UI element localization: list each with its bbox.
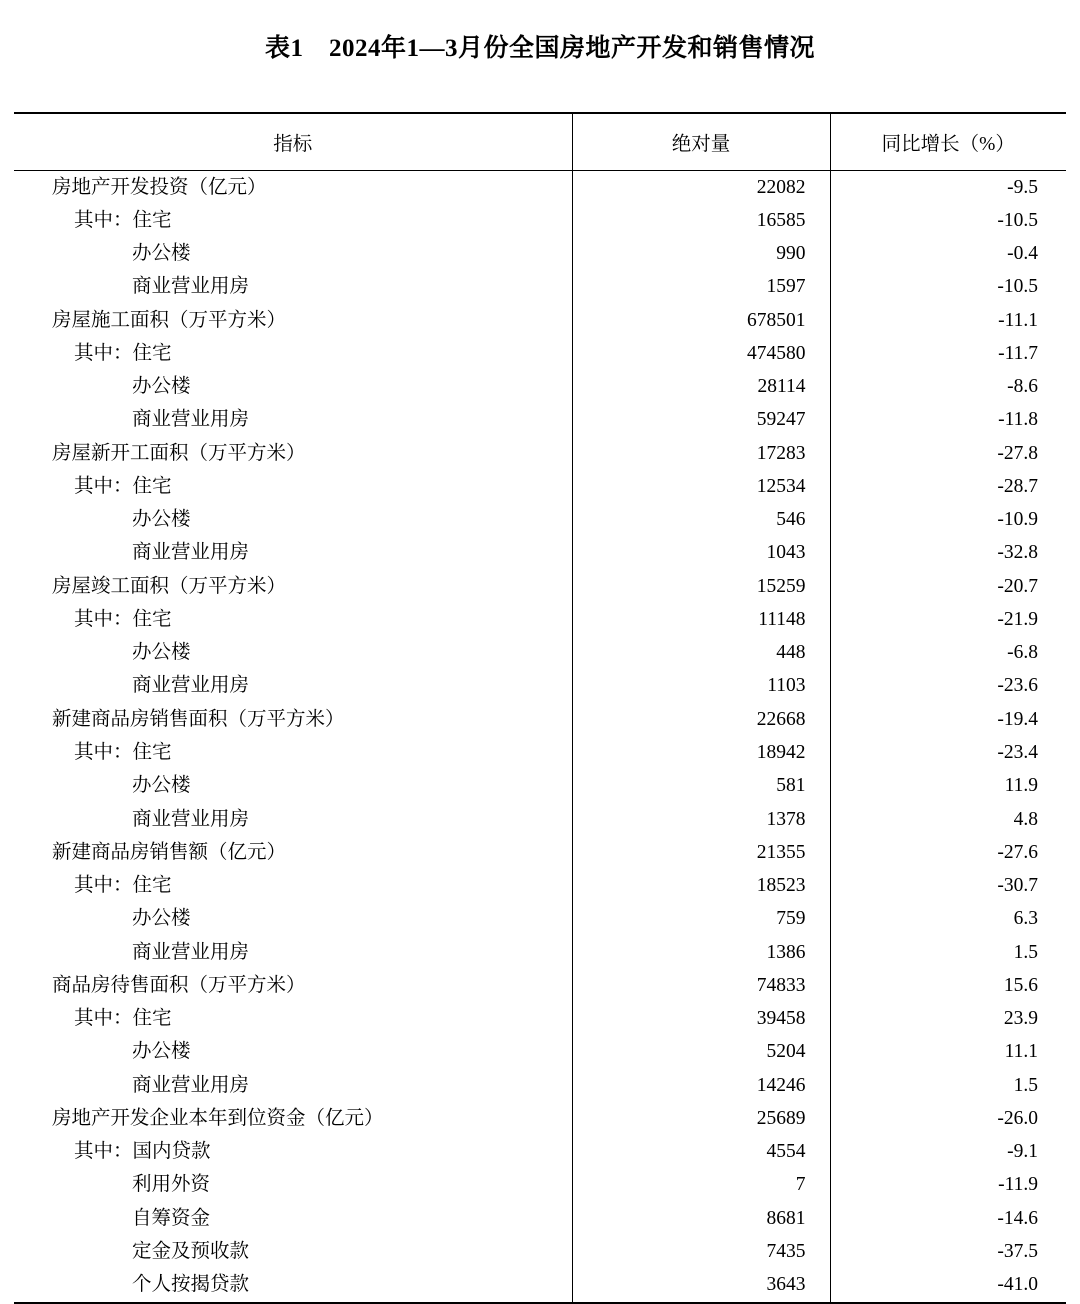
row-yoy-value: -28.7	[830, 470, 1066, 503]
table-row	[14, 770, 1066, 803]
row-yoy-value: -41.0	[830, 1269, 1066, 1303]
row-yoy-value: -11.9	[830, 1169, 1066, 1202]
row-indicator: 商品房待售面积（万平方米）	[52, 974, 306, 996]
row-absolute-value: 28114	[572, 371, 830, 404]
table-row	[14, 1269, 1066, 1303]
row-absolute-value: 4554	[572, 1136, 830, 1169]
table-row	[14, 703, 1066, 736]
row-absolute-value: 59247	[572, 404, 830, 437]
row-indicator: 自筹资金	[132, 1207, 211, 1229]
row-yoy-value: -32.8	[830, 537, 1066, 570]
table-row	[14, 570, 1066, 603]
table-row	[14, 1169, 1066, 1202]
row-indicator: 新建商品房销售额（亿元）	[52, 841, 287, 863]
row-indicator: 商业营业用房	[132, 675, 250, 697]
table-row	[14, 737, 1066, 770]
table-row	[14, 171, 1066, 205]
row-absolute-value: 18942	[572, 737, 830, 770]
table-row	[14, 437, 1066, 470]
row-yoy-value: 11.1	[830, 1036, 1066, 1069]
row-absolute-value: 1386	[572, 936, 830, 969]
row-yoy-value: -23.4	[830, 737, 1066, 770]
row-indicator: 办公楼	[132, 243, 191, 265]
table-row	[14, 1136, 1066, 1169]
row-absolute-value: 448	[572, 637, 830, 670]
table-row	[14, 404, 1066, 437]
row-absolute-value: 1043	[572, 537, 830, 570]
table-row	[14, 1102, 1066, 1135]
row-absolute-value: 546	[572, 504, 830, 537]
row-yoy-value: -27.6	[830, 836, 1066, 869]
row-indicator: 办公楼	[132, 509, 191, 531]
table-row	[14, 537, 1066, 570]
row-indicator: 其中：住宅	[74, 1008, 172, 1030]
table-body	[14, 171, 1066, 1304]
row-absolute-value: 581	[572, 770, 830, 803]
row-yoy-value: 23.9	[830, 1003, 1066, 1036]
row-yoy-value: -10.9	[830, 504, 1066, 537]
row-indicator: 办公楼	[132, 775, 191, 797]
row-yoy-value: -11.1	[830, 304, 1066, 337]
row-absolute-value: 21355	[572, 836, 830, 869]
column-header-indicator: 指标	[14, 113, 572, 171]
row-absolute-value: 1103	[572, 670, 830, 703]
column-header-absolute: 绝对量	[572, 113, 830, 171]
row-yoy-value: -11.7	[830, 337, 1066, 370]
table-row	[14, 637, 1066, 670]
row-absolute-value: 7435	[572, 1236, 830, 1269]
row-yoy-value: -23.6	[830, 670, 1066, 703]
row-absolute-value: 74833	[572, 969, 830, 1002]
row-yoy-value: -30.7	[830, 870, 1066, 903]
row-indicator: 办公楼	[132, 908, 191, 930]
row-indicator: 房屋竣工面积（万平方米）	[52, 575, 287, 597]
table-row	[14, 470, 1066, 503]
row-absolute-value: 11148	[572, 603, 830, 636]
row-absolute-value: 1597	[572, 271, 830, 304]
row-indicator: 商业营业用房	[132, 276, 250, 298]
row-yoy-value: 6.3	[830, 903, 1066, 936]
row-yoy-value: -9.1	[830, 1136, 1066, 1169]
table-row	[14, 936, 1066, 969]
row-indicator: 其中：住宅	[74, 342, 172, 364]
row-indicator: 房地产开发企业本年到位资金（亿元）	[52, 1107, 384, 1129]
row-absolute-value: 22668	[572, 703, 830, 736]
row-absolute-value: 22082	[572, 171, 830, 205]
row-indicator: 房地产开发投资（亿元）	[52, 176, 267, 198]
row-absolute-value: 14246	[572, 1069, 830, 1102]
row-absolute-value: 990	[572, 238, 830, 271]
row-yoy-value: -27.8	[830, 437, 1066, 470]
row-indicator: 其中：国内贷款	[74, 1141, 211, 1163]
table-row	[14, 670, 1066, 703]
row-yoy-value: -19.4	[830, 703, 1066, 736]
row-indicator: 办公楼	[132, 642, 191, 664]
row-absolute-value: 8681	[572, 1202, 830, 1235]
row-yoy-value: -9.5	[830, 171, 1066, 205]
table-row	[14, 969, 1066, 1002]
row-absolute-value: 474580	[572, 337, 830, 370]
table-header	[14, 113, 1066, 171]
table-row	[14, 1202, 1066, 1235]
row-indicator: 办公楼	[132, 376, 191, 398]
row-indicator: 房屋新开工面积（万平方米）	[52, 442, 306, 464]
row-indicator: 办公楼	[132, 1041, 191, 1063]
row-yoy-value: -10.5	[830, 204, 1066, 237]
table-row	[14, 1003, 1066, 1036]
row-yoy-value: -21.9	[830, 603, 1066, 636]
row-absolute-value: 7	[572, 1169, 830, 1202]
row-yoy-value: 4.8	[830, 803, 1066, 836]
row-absolute-value: 3643	[572, 1269, 830, 1303]
row-yoy-value: -6.8	[830, 637, 1066, 670]
row-absolute-value: 39458	[572, 1003, 830, 1036]
table-row	[14, 304, 1066, 337]
row-yoy-value: -26.0	[830, 1102, 1066, 1135]
table-header-row	[14, 113, 1066, 171]
row-yoy-value: -14.6	[830, 1202, 1066, 1235]
row-indicator: 商业营业用房	[132, 409, 250, 431]
table-row	[14, 870, 1066, 903]
row-yoy-value: -8.6	[830, 371, 1066, 404]
table-row	[14, 504, 1066, 537]
row-indicator: 商业营业用房	[132, 542, 250, 564]
row-indicator: 其中：住宅	[74, 475, 172, 497]
row-indicator: 其中：住宅	[74, 209, 172, 231]
row-yoy-value: -0.4	[830, 238, 1066, 271]
page-title: 表1 2024年1—3月份全国房地产开发和销售情况	[264, 35, 815, 62]
table-row	[14, 1236, 1066, 1269]
row-indicator: 利用外资	[132, 1174, 211, 1196]
row-yoy-value: 1.5	[830, 936, 1066, 969]
table-row	[14, 204, 1066, 237]
table-row	[14, 238, 1066, 271]
table-row	[14, 603, 1066, 636]
row-yoy-value: 15.6	[830, 969, 1066, 1002]
table-row	[14, 371, 1066, 404]
row-absolute-value: 18523	[572, 870, 830, 903]
row-indicator: 其中：住宅	[74, 608, 172, 630]
row-absolute-value: 1378	[572, 803, 830, 836]
row-absolute-value: 5204	[572, 1036, 830, 1069]
row-indicator: 商业营业用房	[132, 1074, 250, 1096]
row-indicator: 商业营业用房	[132, 941, 250, 963]
row-yoy-value: 11.9	[830, 770, 1066, 803]
row-absolute-value: 15259	[572, 570, 830, 603]
row-indicator: 其中：住宅	[74, 742, 172, 764]
table-row	[14, 836, 1066, 869]
row-absolute-value: 16585	[572, 204, 830, 237]
table-row	[14, 1069, 1066, 1102]
table-row	[14, 1036, 1066, 1069]
table-row	[14, 903, 1066, 936]
row-absolute-value: 12534	[572, 470, 830, 503]
table-row	[14, 803, 1066, 836]
row-yoy-value: 1.5	[830, 1069, 1066, 1102]
row-absolute-value: 25689	[572, 1102, 830, 1135]
row-yoy-value: -20.7	[830, 570, 1066, 603]
table-row	[14, 337, 1066, 370]
real-estate-statistics-table	[14, 112, 1066, 1304]
row-absolute-value: 759	[572, 903, 830, 936]
row-indicator: 房屋施工面积（万平方米）	[52, 309, 287, 331]
row-yoy-value: -10.5	[830, 271, 1066, 304]
row-yoy-value: -37.5	[830, 1236, 1066, 1269]
row-yoy-value: -11.8	[830, 404, 1066, 437]
row-indicator: 商业营业用房	[132, 808, 250, 830]
table-container	[14, 112, 1066, 1304]
table-row	[14, 271, 1066, 304]
row-indicator: 新建商品房销售面积（万平方米）	[52, 708, 345, 730]
row-indicator: 定金及预收款	[132, 1241, 250, 1262]
row-absolute-value: 678501	[572, 304, 830, 337]
column-header-yoy: 同比增长（%）	[830, 113, 1066, 171]
row-indicator: 个人按揭贷款	[14, 1269, 572, 1303]
row-indicator: 其中：住宅	[74, 875, 172, 897]
row-absolute-value: 17283	[572, 437, 830, 470]
